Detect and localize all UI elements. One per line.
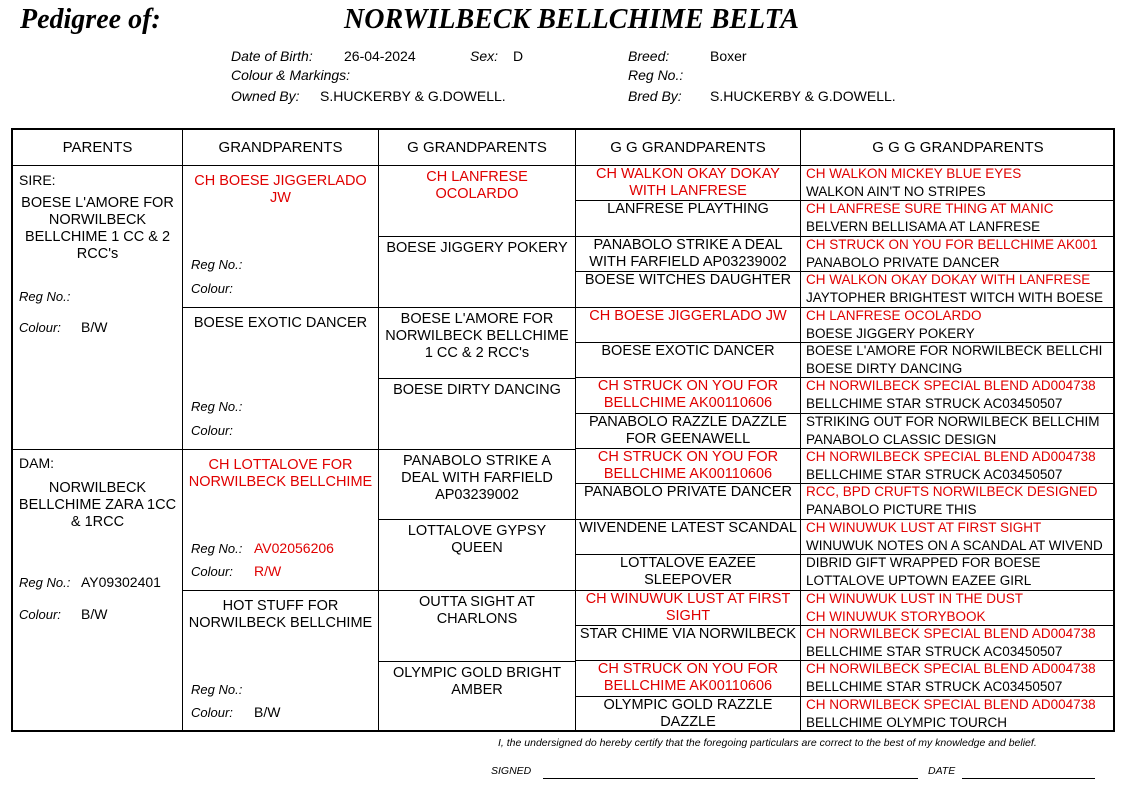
grandparent-colour-label: Colour:: [191, 423, 233, 438]
ggrandparent-cell: [379, 520, 575, 590]
ggggrandparent-name: JAYTOPHER BRIGHTEST WITCH WITH BOESE: [806, 290, 1104, 305]
ggggrandparent-name: LOTTALOVE UPTOWN EAZEE GIRL: [806, 573, 1032, 588]
sire-colour-value: B/W: [81, 319, 108, 335]
ggggrandparent-name: PANABOLO PICTURE THIS: [806, 502, 977, 517]
gggrandparent-cell: [576, 343, 800, 378]
ggggrandparent-name: CH WINUWUK LUST IN THE DUST: [806, 591, 1024, 606]
date-line[interactable]: [962, 778, 1095, 779]
ggrandparent-cell: [379, 308, 575, 378]
grandparent-name: CH BOESE JIGGERLADO JW: [194, 173, 367, 206]
gggrandparent-name: BOESE WITCHES DAUGHTER: [584, 272, 792, 288]
gggrandparent-name: CH WINUWUK LUST AT FIRST SIGHT: [585, 591, 791, 624]
ggggrandparent-name: CH LANFRESE SURE THING AT MANIC: [806, 201, 1054, 216]
gggrandparent-cell: [576, 520, 800, 555]
gggrandparent-name: CH STRUCK ON YOU FOR BELLCHIME AK00110606: [597, 449, 779, 482]
ggggrandparent-name: BELLCHIME OLYMPIC TOURCH: [806, 715, 1008, 730]
gggrandparent-cell: [576, 272, 800, 308]
ggrandparent-cell: [379, 379, 575, 449]
ggggrandparent-name: BOESE L'AMORE FOR NORWILBECK BELLCHI: [806, 343, 1103, 358]
pedigree-table: [11, 128, 1115, 732]
gggrandparent-name: PANABOLO STRIKE A DEAL WITH FARFIELD AP03239002: [589, 237, 787, 270]
gggrandparent-name: CH STRUCK ON YOU FOR BELLCHIME AK00110606: [597, 661, 779, 694]
grandparent-cell: [183, 308, 378, 449]
sire-name: BOESE L'AMORE FOR NORWILBECK BELLCHIME 1 CC & 2 RCC's: [21, 195, 174, 262]
dam-colour-value: B/W: [81, 606, 108, 622]
ggrandparent-cell: [379, 591, 575, 661]
ggrandparent-cell: [379, 450, 575, 519]
grandparent-reg-label: Reg No.:: [191, 257, 243, 272]
ggggrandparent-name: BELLCHIME STAR STRUCK AC03450507: [806, 679, 1063, 694]
ggrandparent-cell: [379, 662, 575, 732]
date-label: DATE: [928, 765, 956, 777]
gggrandparent-cell: [576, 661, 800, 697]
ggggrandparent-name: DIBRID GIFT WRAPPED FOR BOESE: [806, 555, 1041, 570]
ggggrandparent-name: STRIKING OUT FOR NORWILBECK BELLCHIM: [806, 414, 1100, 429]
column-header-grandparents: GRANDPARENTS: [218, 139, 343, 156]
column-header-g-grandparents: G GRANDPARENTS: [407, 139, 547, 156]
gggrandparent-cell: [576, 201, 800, 237]
ggggrandparent-name: BELLCHIME STAR STRUCK AC03450507: [806, 396, 1063, 411]
ggggrandparent-name: CH WINUWUK LUST AT FIRST SIGHT: [806, 520, 1042, 535]
gggrandparent-name: PANABOLO RAZZLE DAZZLE FOR GEENAWELL: [589, 414, 787, 447]
grandparent-colour-label: Colour:: [191, 564, 233, 579]
ggggrandparent-name: CH LANFRESE OCOLARDO: [806, 308, 982, 323]
gggrandparent-name: BOESE EXOTIC DANCER: [601, 343, 775, 359]
ggggrandparent-name: PANABOLO CLASSIC DESIGN: [806, 432, 997, 447]
gggrandparent-cell: [576, 237, 800, 272]
signed-label: SIGNED: [491, 765, 532, 777]
grandparent-cell: [183, 450, 378, 590]
column-header-parents: PARENTS: [62, 139, 133, 156]
signature-line[interactable]: [543, 778, 918, 779]
ggrandparent-name: BOESE DIRTY DANCING: [393, 382, 561, 398]
column-header-gg-grandparents: G G GRANDPARENTS: [610, 139, 766, 156]
dam-name: NORWILBECK BELLCHIME ZARA 1CC & 1RCC: [18, 480, 177, 530]
ggggrandparent-name: BOESE JIGGERY POKERY: [806, 326, 975, 341]
grandparent-reg-label: Reg No.:: [191, 682, 243, 697]
grandparent-colour-label: Colour:: [191, 705, 233, 720]
grandparent-cell: [183, 166, 378, 307]
ggggrandparent-name: PANABOLO PRIVATE DANCER: [806, 255, 1000, 270]
gggrandparent-name: OLYMPIC GOLD RAZZLE DAZZLE: [603, 697, 773, 730]
ggggrandparent-name: CH WALKON MICKEY BLUE EYES: [806, 166, 1022, 181]
bred-by-value: S.HUCKERBY & G.DOWELL.: [710, 88, 896, 104]
dog-name-title: NORWILBECK BELLCHIME BELTA: [344, 4, 799, 35]
ggggrandparent-name: CH NORWILBECK SPECIAL BLEND AD004738: [806, 661, 1096, 676]
page-title-label: Pedigree of:: [20, 4, 161, 35]
grandparent-name: HOT STUFF FOR NORWILBECK BELLCHIME: [188, 598, 373, 631]
grandparent-colour-label: Colour:: [191, 281, 233, 296]
gggrandparent-name: LANFRESE PLAYTHING: [607, 201, 769, 217]
certification-text: I, the undersigned do hereby certify that the foregoing particulars are correct to the best of my knowledge and belief.: [498, 737, 1037, 749]
dam-colour-label: Colour:: [19, 607, 61, 622]
ggggrandparent-name: CH STRUCK ON YOU FOR BELLCHIME AK001: [806, 237, 1098, 252]
gggrandparent-name: CH BOESE JIGGERLADO JW: [589, 308, 787, 324]
ggggrandparent-name: RCC, BPD CRUFTS NORWILBECK DESIGNED: [806, 484, 1098, 499]
grandparent-name: BOESE EXOTIC DANCER: [193, 315, 368, 331]
ggggrandparent-name: CH WINUWUK STORYBOOK: [806, 609, 986, 624]
gggrandparent-name: CH WALKON OKAY DOKAY WITH LANFRESE: [596, 166, 780, 199]
ggrandparent-name: LOTTALOVE GYPSY QUEEN: [407, 523, 547, 556]
gggrandparent-cell: [576, 555, 800, 591]
owned-by-label: Owned By:: [231, 88, 300, 104]
ggrandparent-cell: [379, 166, 575, 236]
column-divider: [800, 130, 801, 730]
ggrandparent-name: BOESE JIGGERY POKERY: [386, 240, 568, 256]
grandparent-reg-label: Reg No.:: [191, 399, 243, 414]
ggrandparent-name: PANABOLO STRIKE A DEAL WITH FARFIELD AP03239002: [401, 453, 553, 503]
gggrandparent-cell: [576, 591, 800, 626]
ggggrandparent-name: CH WALKON OKAY DOKAY WITH LANFRESE: [806, 272, 1091, 287]
gggrandparent-name: WIVENDENE LATEST SCANDAL: [579, 520, 797, 536]
ggrandparent-name: OUTTA SIGHT AT CHARLONS: [418, 594, 535, 627]
sex-value: D: [513, 48, 524, 64]
gggrandparent-name: CH STRUCK ON YOU FOR BELLCHIME AK00110606: [597, 378, 779, 411]
gggrandparent-cell: [576, 378, 800, 414]
ggrandparent-cell: [379, 237, 575, 307]
gggrandparent-name: PANABOLO PRIVATE DANCER: [584, 484, 792, 500]
ggggrandparent-name: CH NORWILBECK SPECIAL BLEND AD004738: [806, 378, 1096, 393]
gggrandparent-name: STAR CHIME VIA NORWILBECK: [579, 626, 797, 642]
ggggrandparent-name: CH NORWILBECK SPECIAL BLEND AD004738: [806, 449, 1096, 464]
ggrandparent-name: OLYMPIC GOLD BRIGHT AMBER: [392, 665, 562, 698]
grandparent-colour-value: B/W: [254, 704, 281, 720]
grandparent-reg-label: Reg No.:: [191, 541, 243, 556]
gggrandparent-cell: [576, 414, 800, 449]
gggrandparent-cell: [576, 484, 800, 520]
dam-reg-value: AY09302401: [81, 574, 161, 590]
colour-markings-label: Colour & Markings:: [231, 67, 351, 83]
gggrandparent-cell: [576, 626, 800, 661]
ggggrandparent-name: CH NORWILBECK SPECIAL BLEND AD004738: [806, 626, 1096, 641]
gggrandparent-cell: [576, 166, 800, 201]
owned-by-value: S.HUCKERBY & G.DOWELL.: [320, 88, 506, 104]
ggggrandparent-name: BELLCHIME STAR STRUCK AC03450507: [806, 467, 1063, 482]
gggrandparent-cell: [576, 449, 800, 484]
gggrandparent-cell: [576, 697, 800, 732]
ggggrandparent-name: BELLCHIME STAR STRUCK AC03450507: [806, 644, 1063, 659]
grandparent-colour-value: R/W: [254, 563, 282, 579]
gggrandparent-cell: [576, 308, 800, 343]
sire-reg-label: Reg No.:: [19, 289, 71, 304]
ggrandparent-name: BOESE L'AMORE FOR NORWILBECK BELLCHIME 1 CC & 2 RCC's: [385, 311, 569, 361]
ggggrandparent-name: CH NORWILBECK SPECIAL BLEND AD004738: [806, 697, 1096, 712]
sire-cell: [13, 166, 182, 449]
ggggrandparent-name: BELVERN BELLISAMA AT LANFRESE: [806, 219, 1041, 234]
sire-label: SIRE:: [19, 172, 56, 188]
grandparent-reg-value: AV02056206: [254, 540, 334, 556]
dam-reg-label: Reg No.:: [19, 575, 71, 590]
grandparent-cell: [183, 591, 378, 732]
breed-value: Boxer: [710, 48, 747, 64]
dam-cell: [13, 450, 182, 732]
ggggrandparent-name: WINUWUK NOTES ON A SCANDAL AT WIVEND: [806, 538, 1103, 553]
bred-by-label: Bred By:: [628, 88, 682, 104]
gggrandparent-name: LOTTALOVE EAZEE SLEEPOVER: [620, 555, 756, 588]
sex-label: Sex:: [470, 48, 499, 64]
column-header-ggg-grandparents: G G G GRANDPARENTS: [872, 139, 1044, 156]
sire-colour-label: Colour:: [19, 320, 61, 335]
regno-label: Reg No.:: [628, 67, 684, 83]
dob-value: 26-04-2024: [344, 48, 416, 64]
ggggrandparent-name: BOESE DIRTY DANCING: [806, 361, 963, 376]
dam-label: DAM:: [19, 455, 54, 471]
grandparent-name: CH LOTTALOVE FOR NORWILBECK BELLCHIME: [188, 457, 373, 490]
dob-label: Date of Birth:: [231, 48, 313, 64]
ggggrandparent-name: WALKON AIN'T NO STRIPES: [806, 184, 986, 199]
ggrandparent-name: CH LANFRESE OCOLARDO: [426, 169, 528, 202]
breed-label: Breed:: [628, 48, 670, 64]
